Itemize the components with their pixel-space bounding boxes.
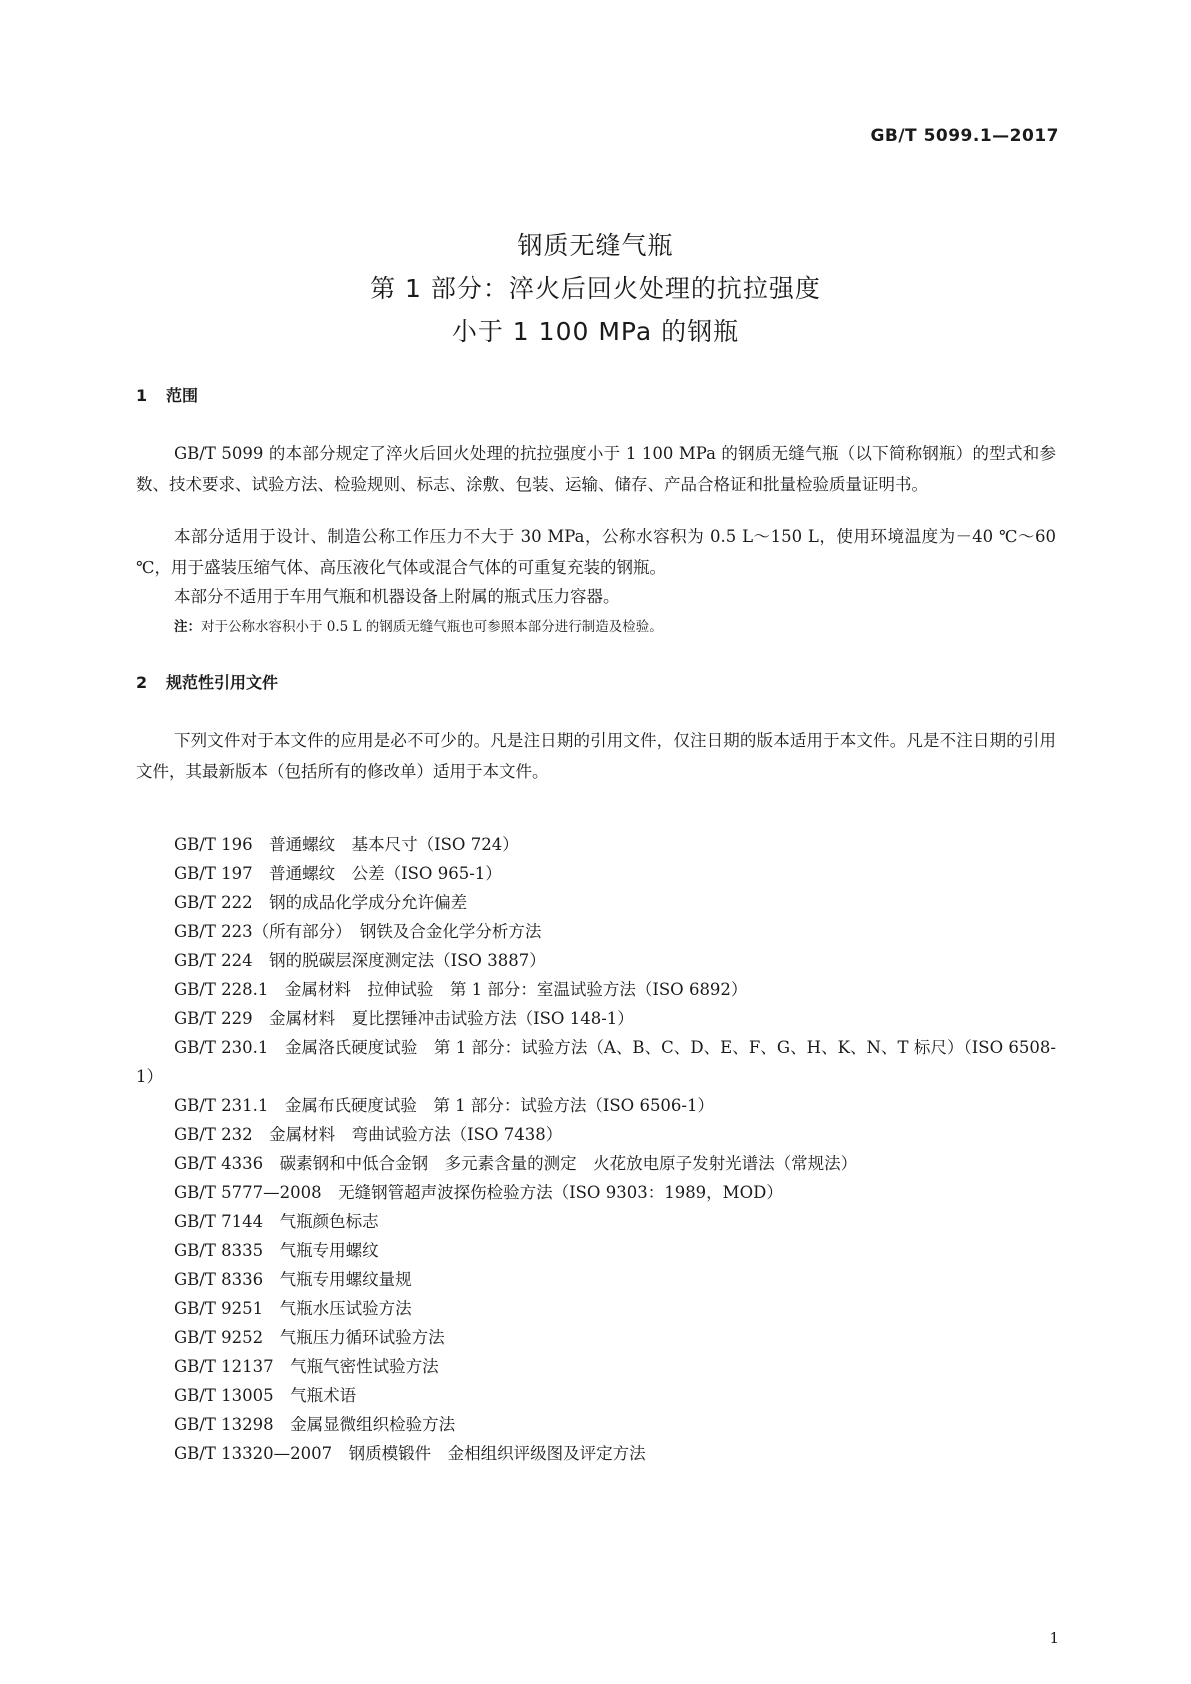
reference-code: GB/T 231.1 (174, 1096, 269, 1115)
reference-item (136, 1004, 1056, 1033)
reference-item (136, 1033, 1056, 1091)
reference-code: GB/T 232 (174, 1125, 253, 1144)
title-line-3: 小于 1 100 MPa 的钢瓶 (451, 317, 740, 346)
reference-code: GB/T 13005 (174, 1386, 274, 1405)
reference-title: 气瓶气密性试验方法 (290, 1357, 439, 1376)
reference-list (136, 830, 1056, 1468)
reference-title: 金属材料 弯曲试验方法（ISO 7438） (269, 1125, 563, 1144)
reference-item (136, 1120, 1056, 1149)
reference-code: GB/T 197 (174, 864, 253, 883)
section-title: 规范性引用文件 (166, 673, 279, 692)
reference-item (136, 859, 1056, 888)
reference-code: GB/T 5777—2008 (174, 1183, 322, 1202)
page-number: 1 (1049, 1629, 1059, 1647)
section-title: 范围 (166, 386, 199, 405)
reference-code: GB/T 4336 (174, 1154, 264, 1173)
reference-code: GB/T 9252 (174, 1328, 264, 1347)
reference-code: GB/T 223（所有部分） (174, 922, 344, 941)
reference-code: GB/T 13320—2007 (174, 1444, 333, 1463)
reference-title: 无缝钢管超声波探伤检验方法（ISO 9303：1989，MOD） (338, 1183, 783, 1202)
reference-item (136, 1352, 1056, 1381)
reference-title: 普通螺纹 基本尺寸（ISO 724） (269, 835, 519, 854)
reference-item (136, 1149, 1056, 1178)
reference-code: GB/T 222 (174, 893, 253, 912)
reference-title: 气瓶专用螺纹 (279, 1241, 379, 1260)
reference-item (136, 1294, 1056, 1323)
standard-code: GB/T 5099.1—2017 (870, 126, 1059, 146)
section-1-heading (136, 383, 198, 406)
reference-title: 钢的脱碳层深度测定法（ISO 3887） (269, 951, 546, 970)
reference-item (136, 946, 1056, 975)
section-2-heading (136, 670, 278, 693)
reference-title: 碳素钢和中低合金钢 多元素含量的测定 火花放电原子发射光谱法（常规法） (279, 1154, 858, 1173)
reference-code: GB/T 228.1 (174, 980, 269, 999)
reference-item (136, 888, 1056, 917)
reference-code: GB/T 9251 (174, 1299, 264, 1318)
reference-item (136, 1410, 1056, 1439)
reference-item (136, 1207, 1056, 1236)
reference-title: 钢铁及合金化学分析方法 (359, 922, 542, 941)
note-text: 对于公称水容积小于 0.5 L 的钢质无缝气瓶也可参照本部分进行制造及检验。 (201, 619, 663, 635)
reference-title: 金属材料 夏比摆锤冲击试验方法（ISO 148-1） (269, 1009, 634, 1028)
reference-title: 普通螺纹 公差（ISO 965-1） (269, 864, 502, 883)
reference-title: 钢的成品化学成分允许偏差 (269, 893, 468, 912)
reference-code: GB/T 224 (174, 951, 253, 970)
scope-paragraph-2: 本部分适用于设计、制造公称工作压力不大于 30 MPa，公称水容积为 0.5 L～150 L，使用环境温度为－40 ℃～60 ℃，用于盛装压缩气体、高压液化气体或混合气体的可重复充装的钢瓶。 (136, 527, 1056, 577)
reference-title: 金属洛氏硬度试验 第 1 部分：试验方法（A、B、C、D、E、F、G、H、K、N、T 标尺）（ISO 6508-1） (136, 1038, 1056, 1086)
reference-item (136, 1323, 1056, 1352)
reference-title: 气瓶颜色标志 (279, 1212, 379, 1231)
reference-title: 钢质模锻件 金相组织评级图及评定方法 (348, 1444, 646, 1463)
reference-item (136, 1439, 1056, 1468)
reference-item (136, 975, 1056, 1004)
reference-title: 金属材料 拉伸试验 第 1 部分：室温试验方法（ISO 6892） (284, 980, 748, 999)
reference-item (136, 1265, 1056, 1294)
reference-code: GB/T 13298 (174, 1415, 274, 1434)
reference-item (136, 1091, 1056, 1120)
reference-item (136, 1236, 1056, 1265)
document-title (0, 224, 1191, 353)
note (174, 615, 663, 635)
reference-code: GB/T 229 (174, 1009, 253, 1028)
reference-title: 气瓶专用螺纹量规 (279, 1270, 412, 1289)
reference-code: GB/T 7144 (174, 1212, 264, 1231)
reference-code: GB/T 8336 (174, 1270, 264, 1289)
reference-item (136, 917, 1056, 946)
scope-paragraph-1: GB/T 5099 的本部分规定了淬火后回火处理的抗拉强度小于 1 100 MPa 的钢质无缝气瓶（以下简称钢瓶）的型式和参数、技术要求、试验方法、检验规则、标志、涂敷、包装、运输、储存、产品合格证和批量检验质量证明书。 (136, 444, 1056, 494)
reference-code: GB/T 196 (174, 835, 253, 854)
scope-paragraph-3: 本部分不适用于车用气瓶和机器设备上附属的瓶式压力容器。 (174, 587, 620, 606)
reference-title: 气瓶术语 (290, 1386, 357, 1405)
reference-code: GB/T 12137 (174, 1357, 274, 1376)
reference-title: 气瓶水压试验方法 (279, 1299, 412, 1318)
reference-title: 金属显微组织检验方法 (290, 1415, 456, 1434)
title-line-2: 第 1 部分：淬火后回火处理的抗拉强度 (370, 274, 821, 303)
references-intro: 下列文件对于本文件的应用是必不可少的。凡是注日期的引用文件，仅注日期的版本适用于本文件。凡是不注日期的引用文件，其最新版本（包括所有的修改单）适用于本文件。 (136, 731, 1056, 781)
reference-item (136, 830, 1056, 859)
section-number: 1 (136, 386, 148, 405)
reference-item (136, 1178, 1056, 1207)
reference-title: 金属布氏硬度试验 第 1 部分：试验方法（ISO 6506-1） (284, 1096, 715, 1115)
note-label: 注： (174, 619, 201, 635)
reference-code: GB/T 230.1 (174, 1038, 269, 1057)
reference-code: GB/T 8335 (174, 1241, 264, 1260)
reference-item (136, 1381, 1056, 1410)
reference-title: 气瓶压力循环试验方法 (279, 1328, 445, 1347)
section-number: 2 (136, 673, 148, 692)
title-line-1: 钢质无缝气瓶 (517, 231, 674, 260)
